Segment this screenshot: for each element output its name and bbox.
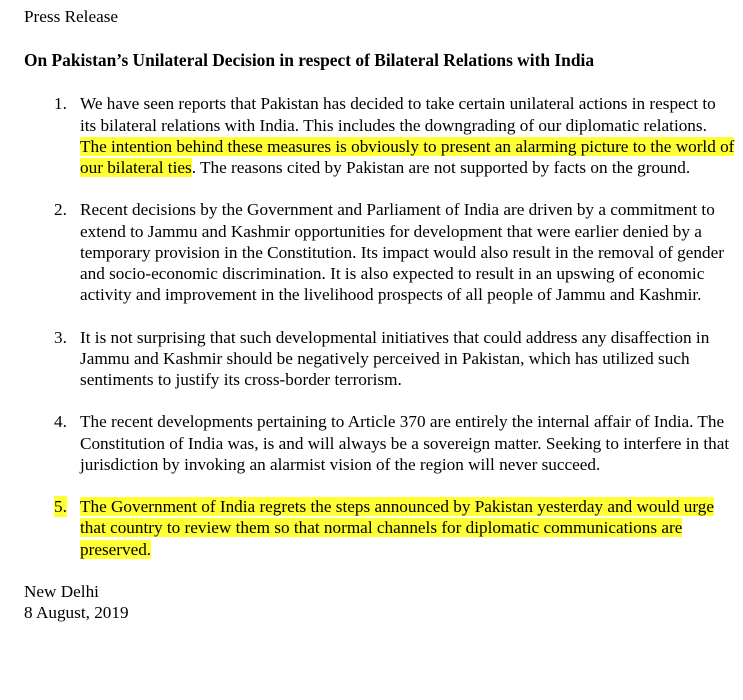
list-item-2	[24, 199, 736, 305]
list-item-5	[24, 496, 736, 560]
press-release-label: Press Release	[24, 7, 119, 26]
press-release-document	[24, 6, 736, 623]
list-number: 2.	[54, 200, 67, 220]
list-number: 1.	[54, 94, 67, 114]
list-number: 4.	[54, 412, 67, 432]
release-footer	[24, 581, 736, 623]
text-segment: It is not surprising that such developmental initiatives that could address any disaffection in Jammu and Kashmir should be negatively perceived in Pakistan, which has utilized such sentiments to justify its cross-border terrorism.	[80, 327, 710, 390]
list-item-text	[80, 93, 736, 178]
list-item-text	[80, 199, 736, 305]
text-segment: . The reasons cited by Pakistan are not supported by facts on the ground.	[191, 158, 691, 178]
list-item-text	[80, 496, 736, 560]
highlighted-text: The Government of India regrets the steps announced by Pakistan yesterday and would urge that country to review them so that normal channels for diplomatic communications are preserved.	[80, 497, 715, 559]
place-line: New Delhi	[24, 582, 99, 601]
list-item-text	[80, 411, 736, 475]
document-title: On Pakistan’s Unilateral Decision in respect of Bilateral Relations with India	[24, 50, 595, 71]
text-segment: The recent developments pertaining to Article 370 are entirely the internal affair of India. The Constitution of India was, is and will always be a sovereign matter. Seeking to interfere in that jurisdiction by invoking an alarmist vision of the region will never succeed.	[80, 412, 730, 474]
numbered-list	[24, 93, 736, 559]
list-item-4	[24, 411, 736, 475]
list-item-3	[24, 327, 736, 391]
list-number: 5.	[54, 497, 67, 517]
list-item-text	[80, 327, 736, 391]
text-segment: Recent decisions by the Government and Parliament of India are driven by a commitment to extend to Jammu and Kashmir opportunities for development that were earlier denied by a temporary provision in the Constitution. Its impact would also result in the removal of gender and socio-economic discrimination. It is also expected to result in an upswing of economic activity and improvement in the livelihood prospects of all people of Jammu and Kashmir.	[80, 200, 724, 305]
text-segment: We have seen reports that Pakistan has decided to take certain unilateral actions in respect to its bilateral relations with India. This includes the downgrading of our diplomatic relations.	[80, 94, 716, 135]
date-line: 8 August, 2019	[24, 603, 129, 623]
list-number: 3.	[54, 327, 67, 347]
highlighted-text: The intention behind these measures is obviously to present an alarming picture to the world of our bilateral ties	[80, 136, 735, 178]
list-item-1	[24, 93, 736, 178]
